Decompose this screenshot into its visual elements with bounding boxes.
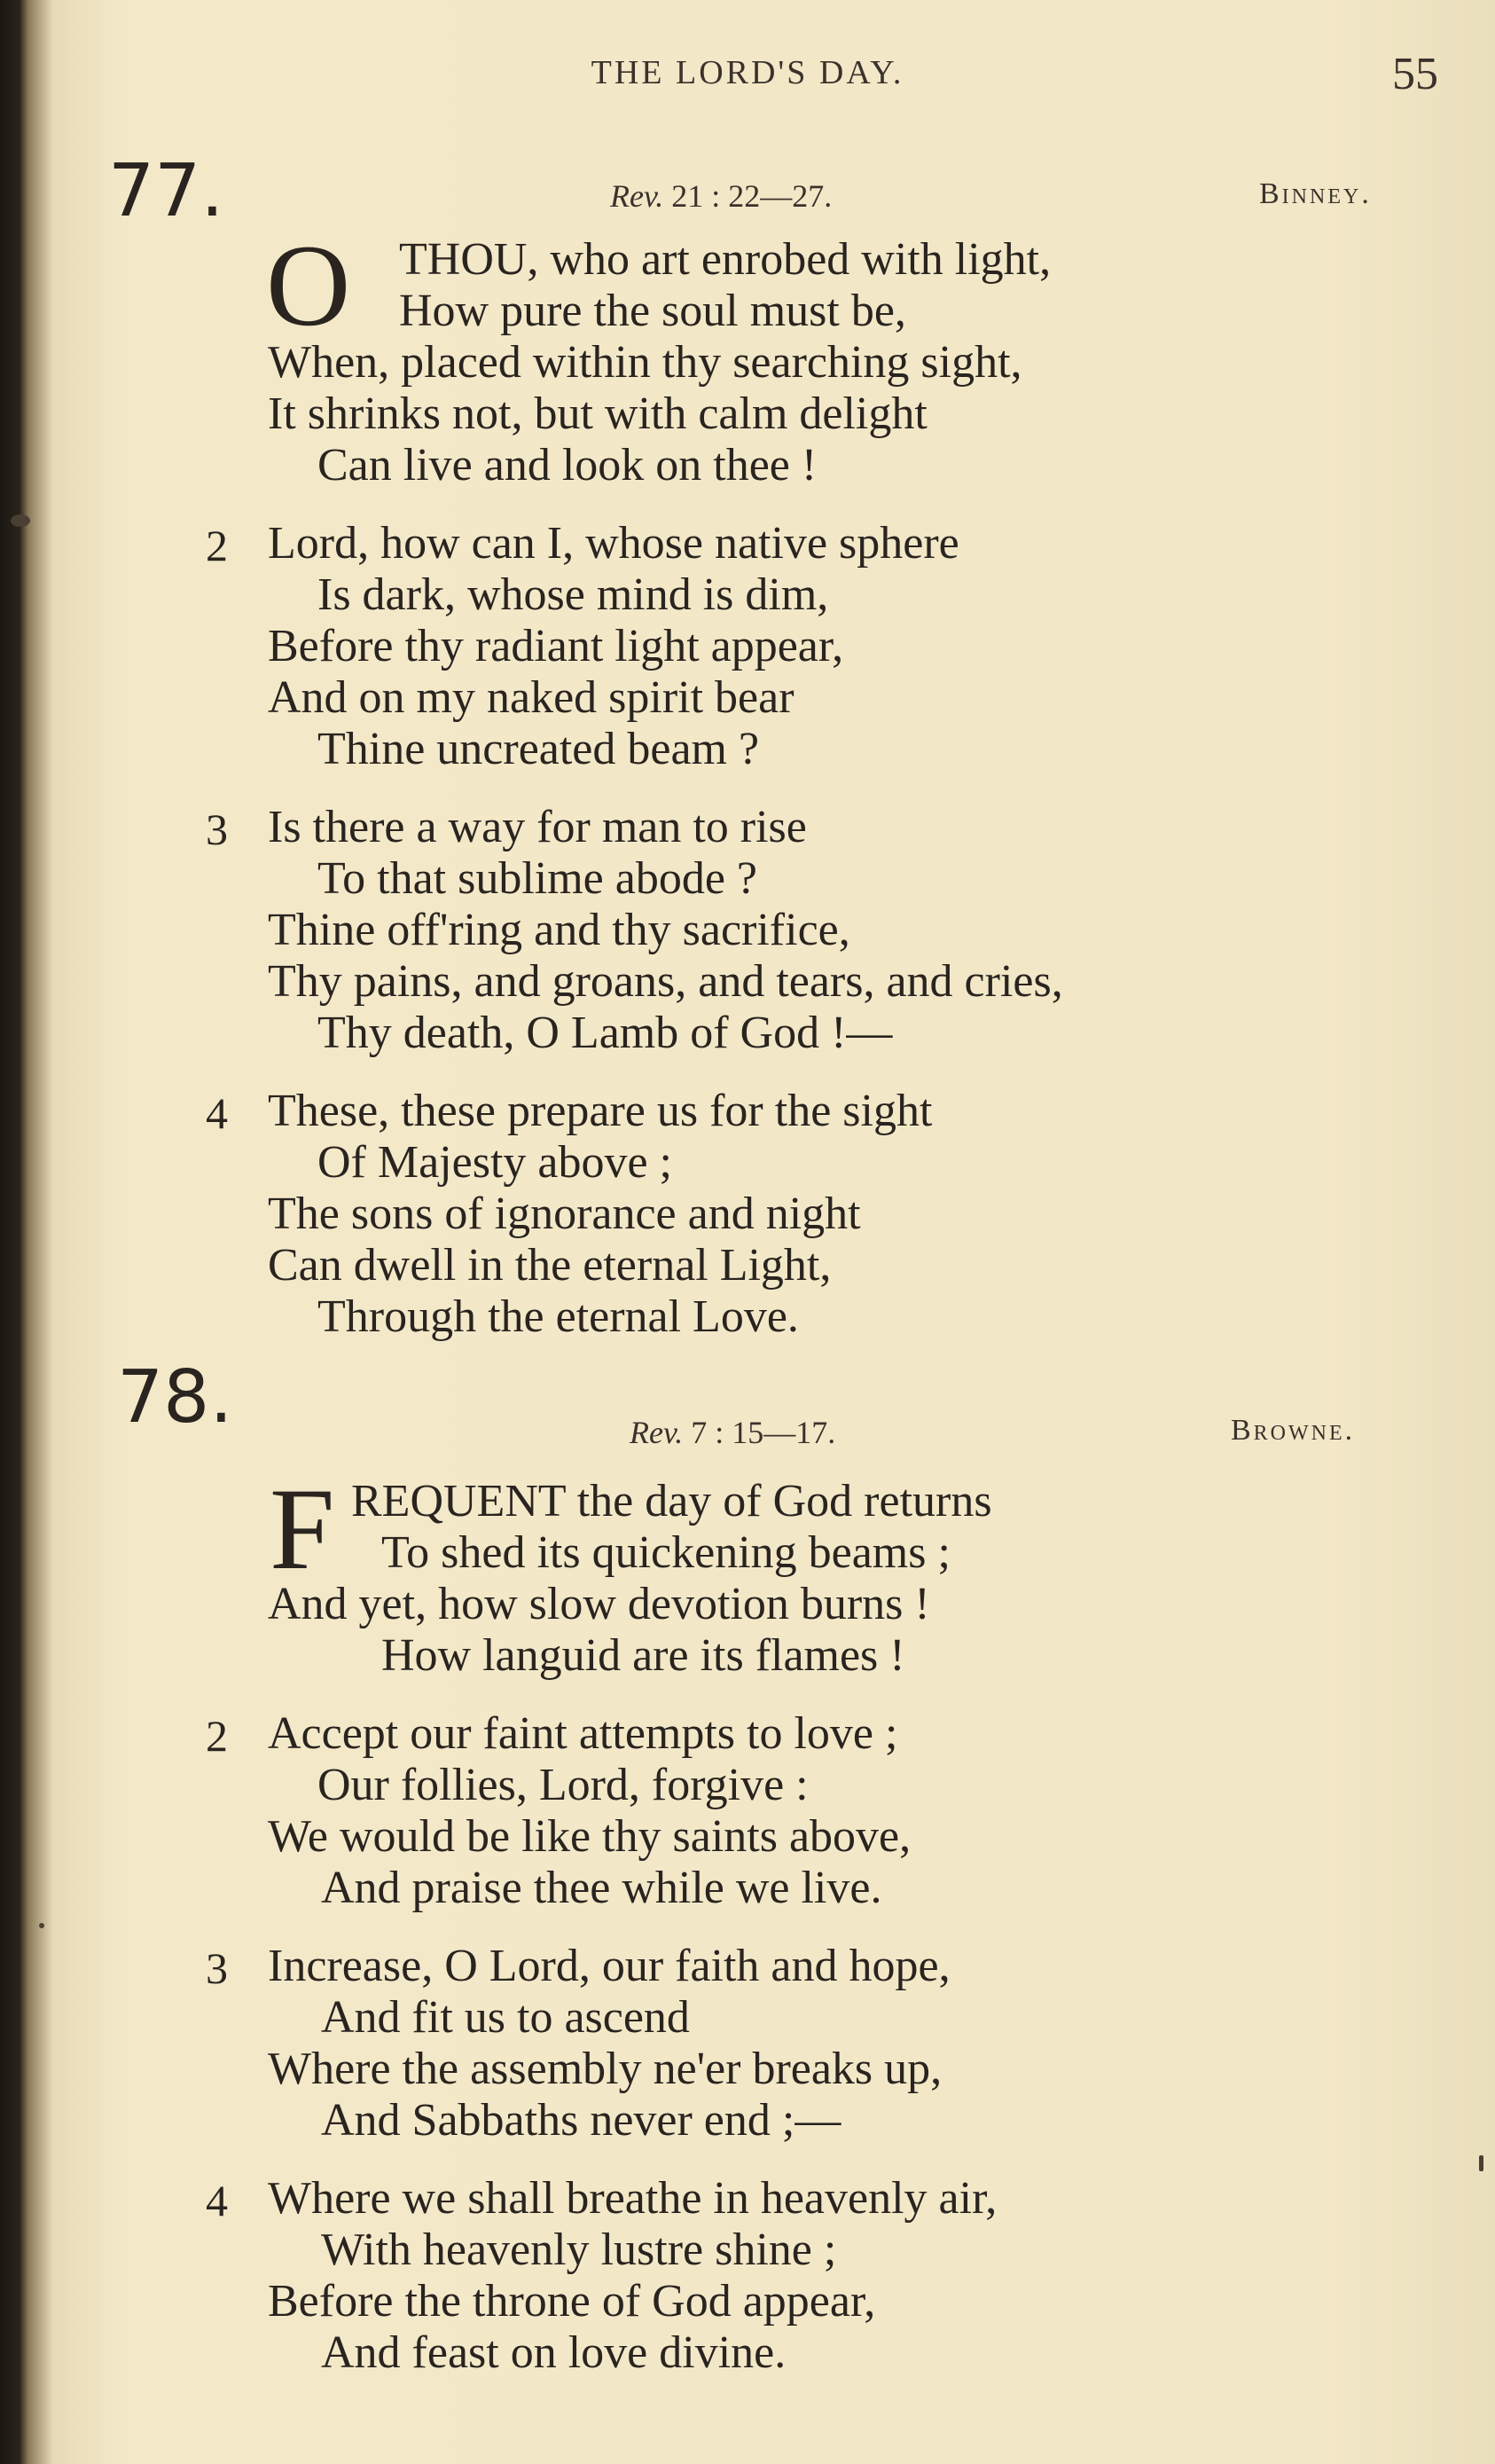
drop-cap: F	[270, 1463, 335, 1594]
hymn-line: Lord, how can I, whose native sphere	[268, 518, 959, 569]
hymn-line: And praise thee while we live.	[321, 1863, 882, 1913]
hymn-line: And yet, how slow devotion burns !	[268, 1579, 930, 1629]
hymn-line: REQUENT the day of God returns	[351, 1476, 992, 1526]
reference-book: Rev.	[630, 1415, 684, 1450]
hymn-line: And fit us to ascend	[321, 1992, 690, 2043]
hymn-line: When, placed within thy searching sight,	[268, 337, 1022, 388]
hymn-line: Can live and look on thee !	[317, 440, 818, 490]
running-title: THE LORD'S DAY.	[591, 54, 904, 91]
hymn-line: Through the eternal Love.	[317, 1291, 799, 1342]
hymn-line: Is there a way for man to rise	[268, 802, 807, 852]
verse-number: 2	[206, 521, 228, 570]
hymn-line: Of Majesty above ;	[317, 1137, 673, 1188]
scan-mark	[39, 1923, 44, 1928]
hymn-line: Thine uncreated beam ?	[317, 724, 760, 774]
scripture-reference	[610, 177, 832, 215]
hymn-line: Before thy radiant light appear,	[268, 621, 844, 671]
page-number: 55	[1392, 49, 1438, 99]
verse-number: 4	[206, 1088, 228, 1138]
drop-cap: O	[266, 220, 351, 350]
verse-number: 3	[206, 1943, 228, 1993]
hymn-line: And on my naked spirit bear	[268, 672, 794, 723]
hymn-line: THOU, who art enrobed with light,	[399, 234, 1052, 285]
hymn-author: Browne.	[1231, 1414, 1356, 1447]
verse-number: 2	[206, 1711, 228, 1761]
hymn-line: How pure the soul must be,	[399, 286, 906, 336]
hymn-line: Is dark, whose mind is dim,	[317, 569, 829, 620]
hymn-line: It shrinks not, but with calm delight	[268, 388, 928, 439]
hymn-line: And Sabbaths never end ;—	[321, 2095, 841, 2146]
hymn-line: To that sublime abode ?	[317, 853, 758, 904]
hymn-line: Our follies, Lord, forgive :	[317, 1760, 809, 1810]
hymn-line: And feast on love divine.	[321, 2327, 787, 2378]
hymn-author: Binney.	[1259, 177, 1372, 210]
hymn-line: Before the throne of God appear,	[268, 2276, 876, 2327]
hymn-line: Where the assembly ne'er breaks up,	[268, 2044, 943, 2094]
hymn-line: Accept our faint attempts to love ;	[268, 1708, 898, 1759]
hymn-line: The sons of ignorance and night	[268, 1189, 861, 1239]
reference-chapter-verse: 7 : 15—17.	[683, 1415, 836, 1450]
scan-mark	[1479, 2155, 1483, 2171]
reference-chapter-verse: 21 : 22—27.	[663, 178, 833, 214]
scripture-reference	[630, 1414, 835, 1451]
hymn-line: With heavenly lustre shine ;	[321, 2225, 837, 2275]
hymn-line: Thy death, O Lamb of God !—	[317, 1008, 893, 1058]
verse-number: 4	[206, 2176, 228, 2225]
scan-mark	[11, 514, 30, 527]
hymn-line: How languid are its flames !	[381, 1630, 905, 1681]
hymn-number: 78.	[117, 1355, 233, 1440]
hymn-line: Thy pains, and groans, and tears, and cries,	[268, 956, 1063, 1007]
reference-book: Rev.	[610, 178, 664, 214]
hymn-line: To shed its quickening beams ;	[381, 1527, 951, 1578]
hymn-line: Increase, O Lord, our faith and hope,	[268, 1941, 951, 1991]
hymn-line: Can dwell in the eternal Light,	[268, 1240, 832, 1291]
verse-number: 3	[206, 804, 228, 854]
hymn-line: Thine off'ring and thy sacrifice,	[268, 905, 850, 955]
hymn-number: 77.	[108, 149, 224, 233]
hymn-line: Where we shall breathe in heavenly air,	[268, 2173, 998, 2224]
hymn-line: We would be like thy saints above,	[268, 1811, 912, 1862]
hymn-line: These, these prepare us for the sight	[268, 1086, 933, 1136]
